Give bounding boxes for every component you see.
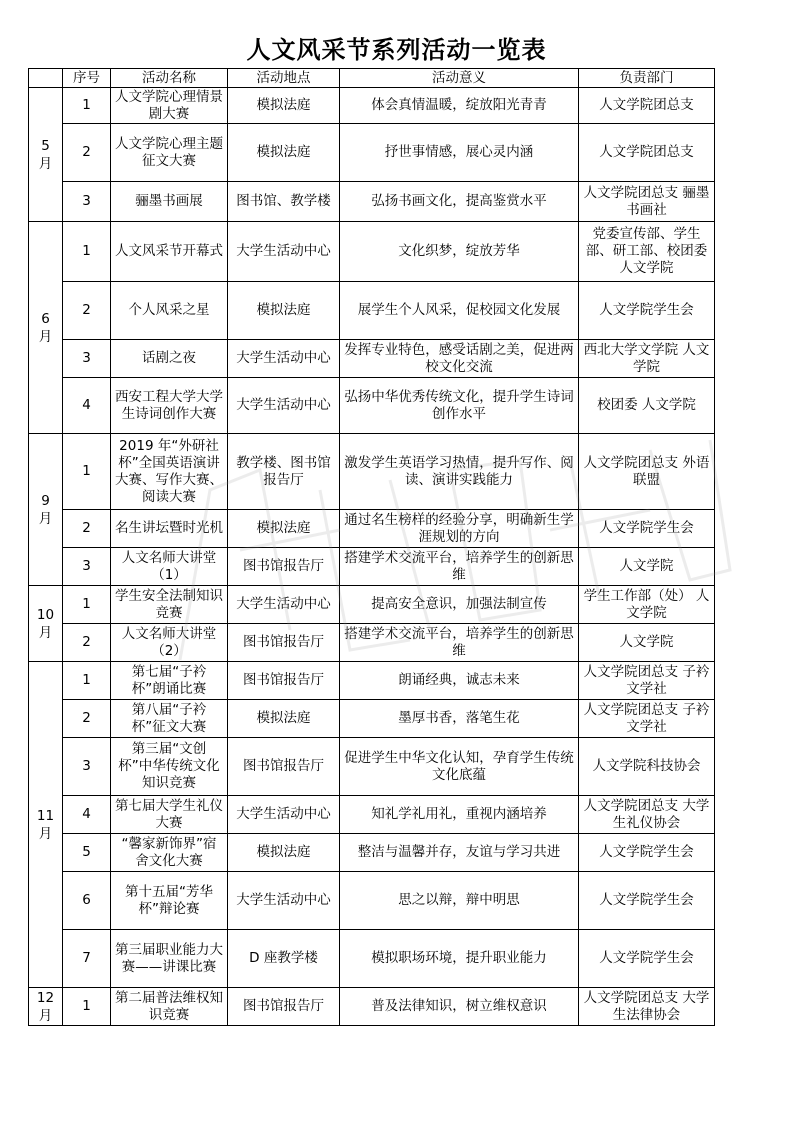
responsible-dept: 人文学院学生会 <box>579 872 715 930</box>
month-cell <box>29 988 63 1026</box>
activity-name: 第三届“文创杯”中华传统文化知识竞赛 <box>111 738 228 796</box>
activity-meaning: 抒世事情感，展心灵内涵 <box>340 124 579 182</box>
month-cell <box>29 662 63 988</box>
activity-place: 模拟法庭 <box>228 282 340 340</box>
activity-meaning: 模拟职场环境，提升职业能力 <box>340 930 579 988</box>
responsible-dept: 人文学院团总支 <box>579 124 715 182</box>
table-row <box>29 340 715 378</box>
activity-place: 模拟法庭 <box>228 88 340 124</box>
row-number: 1 <box>63 88 111 124</box>
activity-meaning: 弘扬书画文化，提高鉴赏水平 <box>340 182 579 222</box>
activity-place: 大学生活动中心 <box>228 586 340 624</box>
responsible-dept: 人文学院科技协会 <box>579 738 715 796</box>
responsible-dept: 人文学院团总支 大学生礼仪协会 <box>579 796 715 834</box>
row-number: 7 <box>63 930 111 988</box>
activity-place: 模拟法庭 <box>228 700 340 738</box>
activity-place: 教学楼、图书馆报告厅 <box>228 434 340 510</box>
activity-place: 大学生活动中心 <box>228 872 340 930</box>
activity-name: 第七届“子衿杯”朗诵比赛 <box>111 662 228 700</box>
activity-meaning: 墨厚书香，落笔生花 <box>340 700 579 738</box>
table-row <box>29 930 715 988</box>
month-cell <box>29 586 63 662</box>
month-label: 6月 <box>38 310 53 345</box>
table-row <box>29 834 715 872</box>
month-cell <box>29 88 63 222</box>
row-number: 5 <box>63 834 111 872</box>
activity-place: 图书馆报告厅 <box>228 988 340 1026</box>
row-number: 2 <box>63 282 111 340</box>
table-row <box>29 182 715 222</box>
activity-meaning: 搭建学术交流平台，培养学生的创新思维 <box>340 624 579 662</box>
responsible-dept: 人文学院 <box>579 548 715 586</box>
responsible-dept: 人文学院团总支 子衿文学社 <box>579 700 715 738</box>
header-dept: 负责部门 <box>579 69 715 88</box>
row-number: 3 <box>63 738 111 796</box>
row-number: 3 <box>63 548 111 586</box>
activity-meaning: 促进学生中华文化认知，孕育学生传统文化底蕴 <box>340 738 579 796</box>
responsible-dept: 校团委 人文学院 <box>579 378 715 434</box>
table-row <box>29 510 715 548</box>
activity-meaning: 思之以辩，辩中明思 <box>340 872 579 930</box>
month-label: 9月 <box>38 492 53 527</box>
activity-place: 模拟法庭 <box>228 834 340 872</box>
row-number: 1 <box>63 434 111 510</box>
table-row <box>29 434 715 510</box>
activity-name: 话剧之夜 <box>111 340 228 378</box>
page-title: 人文风采节系列活动一览表 <box>246 36 547 64</box>
activity-place: 大学生活动中心 <box>228 222 340 282</box>
activity-place: 图书馆报告厅 <box>228 548 340 586</box>
table-row <box>29 700 715 738</box>
activity-meaning: 体会真情温暖，绽放阳光青青 <box>340 88 579 124</box>
header-no: 序号 <box>63 69 111 88</box>
row-number: 2 <box>63 124 111 182</box>
table-body <box>29 88 715 1026</box>
responsible-dept: 西北大学文学院 人文学院 <box>579 340 715 378</box>
activity-meaning: 普及法律知识，树立维权意识 <box>340 988 579 1026</box>
activity-name: 人文名师大讲堂（1） <box>111 548 228 586</box>
header-name: 活动名称 <box>111 69 228 88</box>
activity-place: 大学生活动中心 <box>228 340 340 378</box>
activity-name: 第二届普法维权知识竞赛 <box>111 988 228 1026</box>
table-row <box>29 548 715 586</box>
activity-name: 名生讲坛暨时光机 <box>111 510 228 548</box>
row-number: 1 <box>63 222 111 282</box>
table-row <box>29 988 715 1026</box>
activity-name: 人文学院心理情景剧大赛 <box>111 88 228 124</box>
activity-meaning: 知礼学礼用礼，重视内涵培养 <box>340 796 579 834</box>
table-row <box>29 662 715 700</box>
responsible-dept: 人文学院学生会 <box>579 930 715 988</box>
activity-meaning: 朗诵经典，诚志未来 <box>340 662 579 700</box>
table-row <box>29 124 715 182</box>
activity-meaning: 提高安全意识，加强法制宣传 <box>340 586 579 624</box>
header-meaning: 活动意义 <box>340 69 579 88</box>
activity-meaning: 发挥专业特色，感受话剧之美，促进两校文化交流 <box>340 340 579 378</box>
activity-name: 人文风采节开幕式 <box>111 222 228 282</box>
activity-place: 图书馆报告厅 <box>228 662 340 700</box>
activity-place: 图书馆报告厅 <box>228 624 340 662</box>
responsible-dept: 人文学院学生会 <box>579 282 715 340</box>
table-row <box>29 378 715 434</box>
activity-name: 第七届大学生礼仪大赛 <box>111 796 228 834</box>
activity-place: 大学生活动中心 <box>228 796 340 834</box>
activity-meaning: 搭建学术交流平台，培养学生的创新思维 <box>340 548 579 586</box>
responsible-dept: 人文学院团总支 外语联盟 <box>579 434 715 510</box>
activity-meaning: 激发学生英语学习热情，提升写作、阅读、演讲实践能力 <box>340 434 579 510</box>
table-row <box>29 624 715 662</box>
row-number: 1 <box>63 988 111 1026</box>
activity-name: 人文名师大讲堂（2） <box>111 624 228 662</box>
row-number: 4 <box>63 378 111 434</box>
activity-name: 西安工程大学大学生诗词创作大赛 <box>111 378 228 434</box>
responsible-dept: 人文学院学生会 <box>579 510 715 548</box>
activity-table <box>28 68 715 1026</box>
activity-name: 2019 年“外研社杯”全国英语演讲大赛、写作大赛、阅读大赛 <box>111 434 228 510</box>
table-row <box>29 872 715 930</box>
row-number: 2 <box>63 700 111 738</box>
row-number: 6 <box>63 872 111 930</box>
month-cell <box>29 434 63 586</box>
activity-meaning: 弘扬中华优秀传统文化，提升学生诗词创作水平 <box>340 378 579 434</box>
activity-name: 骊墨书画展 <box>111 182 228 222</box>
responsible-dept: 人文学院团总支 大学生法律协会 <box>579 988 715 1026</box>
activity-place: 大学生活动中心 <box>228 378 340 434</box>
activity-meaning: 文化织梦，绽放芳华 <box>340 222 579 282</box>
activity-meaning: 展学生个人风采，促校园文化发展 <box>340 282 579 340</box>
table-row <box>29 88 715 124</box>
header-row <box>29 69 715 88</box>
activity-meaning: 通过名生榜样的经验分享，明确新生学涯规划的方向 <box>340 510 579 548</box>
header-place: 活动地点 <box>228 69 340 88</box>
row-number: 3 <box>63 182 111 222</box>
activity-name: 个人风采之星 <box>111 282 228 340</box>
table-row <box>29 796 715 834</box>
activity-name: 学生安全法制知识竞赛 <box>111 586 228 624</box>
responsible-dept: 人文学院团总支 子衿文学社 <box>579 662 715 700</box>
activity-name: “馨家新饰界”宿舍文化大赛 <box>111 834 228 872</box>
activity-place: 图书馆报告厅 <box>228 738 340 796</box>
responsible-dept: 人文学院学生会 <box>579 834 715 872</box>
activity-name: 第三届职业能力大赛——讲课比赛 <box>111 930 228 988</box>
responsible-dept: 党委宣传部、学生部、研工部、校团委 人文学院 <box>579 222 715 282</box>
row-number: 1 <box>63 586 111 624</box>
month-label: 11月 <box>36 807 55 842</box>
month-label: 12月 <box>36 989 55 1024</box>
row-number: 3 <box>63 340 111 378</box>
row-number: 2 <box>63 510 111 548</box>
row-number: 4 <box>63 796 111 834</box>
month-cell <box>29 222 63 434</box>
responsible-dept: 人文学院 <box>579 624 715 662</box>
table-row <box>29 586 715 624</box>
table-row <box>29 282 715 340</box>
responsible-dept: 学生工作部（处） 人文学院 <box>579 586 715 624</box>
row-number: 1 <box>63 662 111 700</box>
activity-name: 第八届“子衿杯”征文大赛 <box>111 700 228 738</box>
responsible-dept: 人文学院团总支 骊墨书画社 <box>579 182 715 222</box>
activity-place: 图书馆、教学楼 <box>228 182 340 222</box>
activity-name: 第十五届“芳华杯”辩论赛 <box>111 872 228 930</box>
row-number: 2 <box>63 624 111 662</box>
activity-name: 人文学院心理主题征文大赛 <box>111 124 228 182</box>
header-month <box>29 69 63 88</box>
month-label: 10月 <box>36 606 55 641</box>
table-row <box>29 738 715 796</box>
activity-place: 模拟法庭 <box>228 124 340 182</box>
activity-place: D 座教学楼 <box>228 930 340 988</box>
responsible-dept: 人文学院团总支 <box>579 88 715 124</box>
month-label: 5月 <box>38 137 53 172</box>
table-row <box>29 222 715 282</box>
activity-meaning: 整洁与温馨并存，友谊与学习共进 <box>340 834 579 872</box>
activity-place: 模拟法庭 <box>228 510 340 548</box>
